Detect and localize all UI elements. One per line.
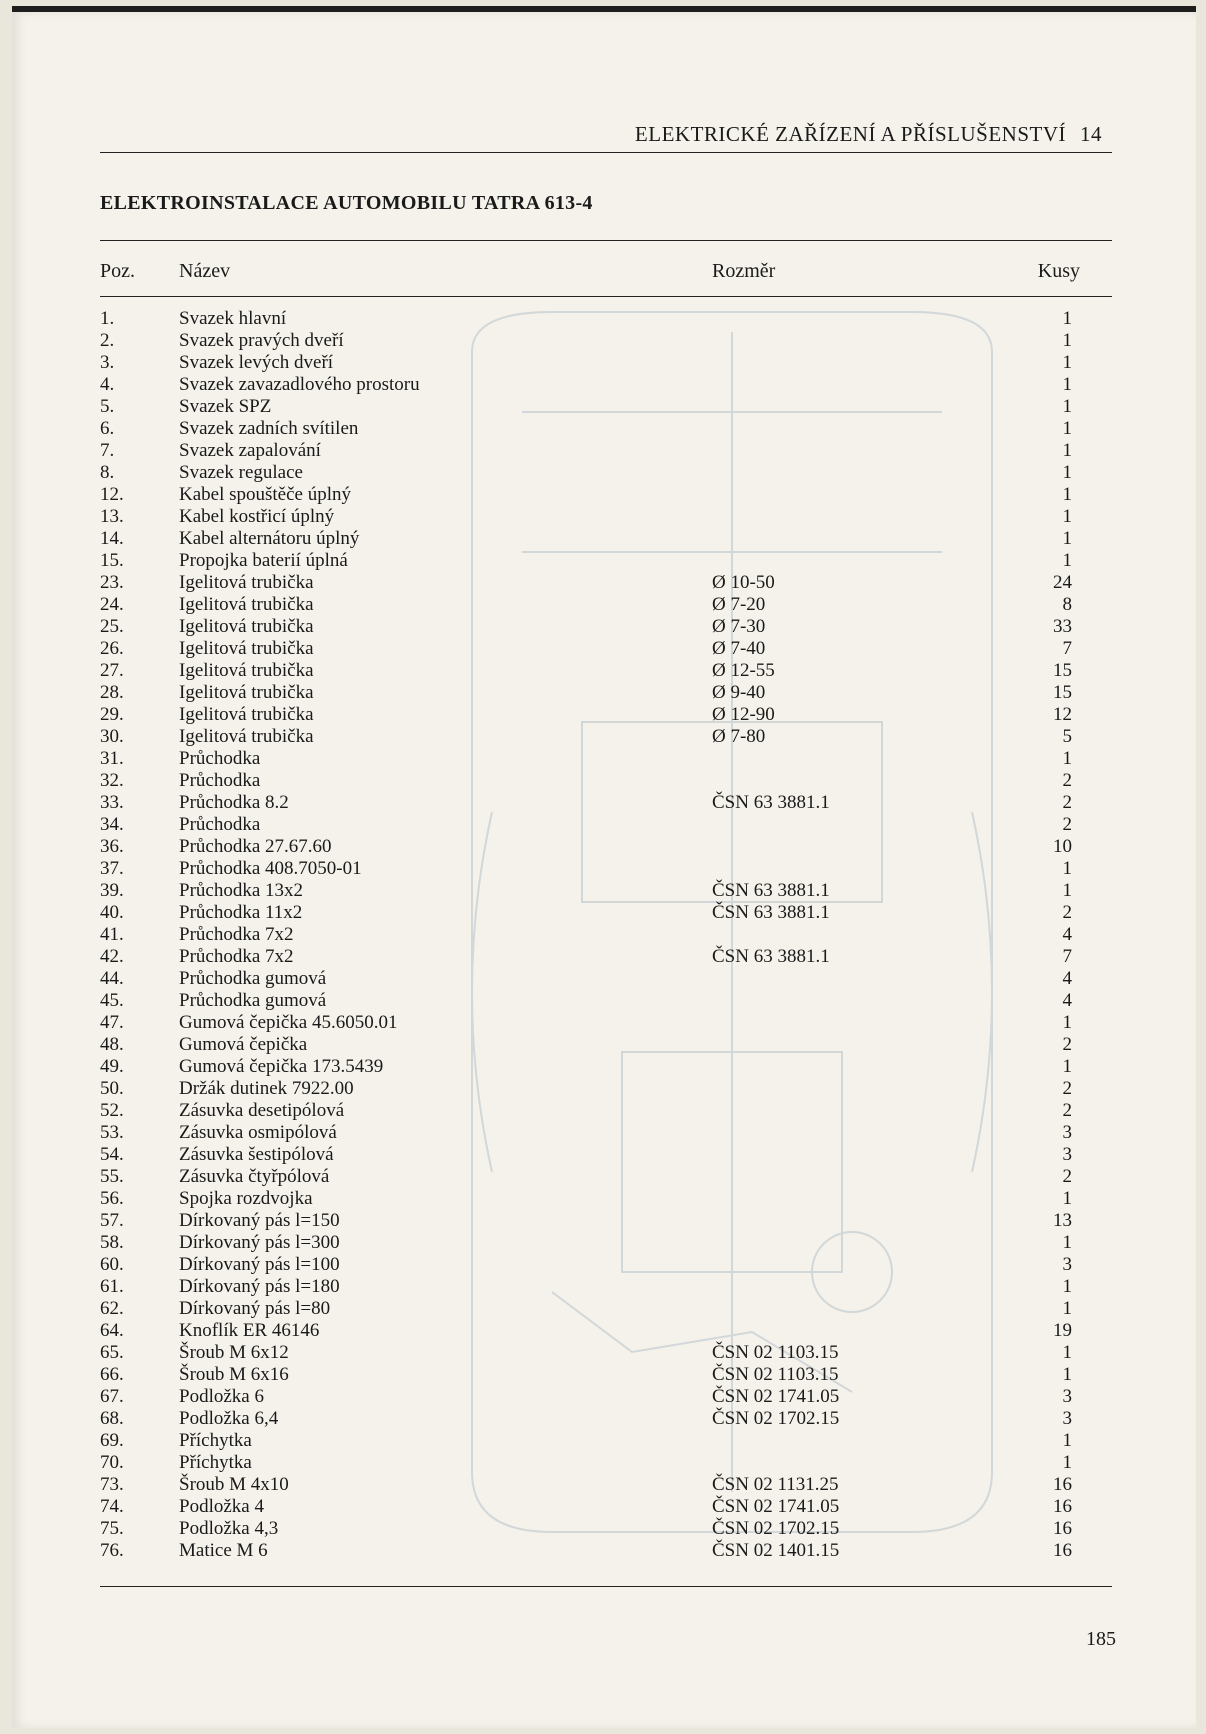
quantity-cell: 1 [1062,374,1072,395]
column-header-kusy: Kusy [1037,260,1080,282]
dimension-cell: ČSN 63 3881.1 [712,792,830,813]
part-name-cell: Svazek zadních svítilen [179,418,359,439]
part-name-cell: Držák dutinek 7922.00 [179,1078,354,1099]
page-number: 185 [1086,1628,1116,1650]
part-name-cell: Igelitová trubička [179,616,314,637]
part-name-cell: Dírkovaný pás l=300 [179,1232,340,1253]
table-row [12,1430,1196,1452]
header-rule [100,152,1112,153]
quantity-cell: 1 [1062,352,1072,373]
quantity-cell: 1 [1062,880,1072,901]
part-name-cell: Podložka 6 [179,1386,264,1407]
part-name-cell: Gumová čepička [179,1034,308,1055]
position-cell: 70. [100,1452,124,1473]
position-cell: 6. [100,418,115,439]
position-cell: 74. [100,1496,124,1517]
table-row [12,396,1196,418]
table-row [12,902,1196,924]
quantity-cell: 12 [1053,704,1072,725]
quantity-cell: 1 [1062,748,1072,769]
column-header-nazev: Název [179,260,231,282]
position-cell: 40. [100,902,124,923]
position-cell: 55. [100,1166,124,1187]
part-name-cell: Zásuvka čtyřpólová [179,1166,330,1187]
quantity-cell: 3 [1062,1122,1072,1143]
part-name-cell: Zásuvka desetipólová [179,1100,345,1121]
quantity-cell: 2 [1062,1034,1072,1055]
dimension-cell: Ø 7-30 [712,616,766,637]
quantity-cell: 1 [1062,418,1072,439]
position-cell: 54. [100,1144,124,1165]
table-row [12,572,1196,594]
dimension-cell: Ø 10-50 [712,572,775,593]
part-name-cell: Zásuvka osmipólová [179,1122,337,1143]
table-bottom-rule [100,1586,1112,1587]
table-row [12,374,1196,396]
position-cell: 26. [100,638,124,659]
quantity-cell: 15 [1053,660,1072,681]
table-row [12,858,1196,880]
part-name-cell: Příchytka [179,1452,252,1473]
chapter-number: 14 [1080,122,1102,146]
position-cell: 67. [100,1386,124,1407]
position-cell: 25. [100,616,124,637]
table-row [12,748,1196,770]
dimension-cell: ČSN 02 1741.05 [712,1386,840,1407]
quantity-cell: 1 [1062,550,1072,571]
quantity-cell: 1 [1062,1298,1072,1319]
position-cell: 4. [100,374,115,395]
position-cell: 76. [100,1540,124,1561]
position-cell: 24. [100,594,124,615]
position-cell: 50. [100,1078,124,1099]
quantity-cell: 1 [1062,1364,1072,1385]
quantity-cell: 1 [1062,528,1072,549]
part-name-cell: Podložka 6,4 [179,1408,279,1429]
position-cell: 57. [100,1210,124,1231]
quantity-cell: 5 [1062,726,1072,747]
dimension-cell: ČSN 02 1401.15 [712,1540,840,1561]
part-name-cell: Dírkovaný pás l=150 [179,1210,340,1231]
table-row [12,1518,1196,1540]
position-cell: 14. [100,528,124,549]
part-name-cell: Průchodka 13x2 [179,880,304,901]
part-name-cell: Svazek regulace [179,462,303,483]
part-name-cell: Zásuvka šestipólová [179,1144,334,1165]
table-row [12,418,1196,440]
table-row [12,1386,1196,1408]
table-row [12,550,1196,572]
quantity-cell: 1 [1062,1452,1072,1473]
position-cell: 42. [100,946,124,967]
quantity-cell: 2 [1062,1100,1072,1121]
table-row [12,1474,1196,1496]
position-cell: 65. [100,1342,124,1363]
table-row [12,1122,1196,1144]
part-name-cell: Igelitová trubička [179,638,314,659]
position-cell: 30. [100,726,124,747]
dimension-cell: Ø 12-55 [712,660,775,681]
position-cell: 47. [100,1012,124,1033]
part-name-cell: Dírkovaný pás l=100 [179,1254,340,1275]
position-cell: 12. [100,484,124,505]
part-name-cell: Kabel spouštěče úplný [179,484,352,505]
table-row [12,1012,1196,1034]
table-header-rule [100,296,1112,297]
part-name-cell: Šroub M 6x16 [179,1364,289,1385]
part-name-cell: Dírkovaný pás l=80 [179,1298,331,1319]
quantity-cell: 2 [1062,792,1072,813]
quantity-cell: 3 [1062,1254,1072,1275]
table-top-rule [100,240,1112,241]
position-cell: 7. [100,440,115,461]
quantity-cell: 33 [1053,616,1072,637]
position-cell: 41. [100,924,124,945]
position-cell: 28. [100,682,124,703]
dimension-cell: ČSN 63 3881.1 [712,902,830,923]
part-name-cell: Igelitová trubička [179,704,314,725]
position-cell: 53. [100,1122,124,1143]
table-row [12,682,1196,704]
table-row [12,660,1196,682]
part-name-cell: Průchodka 7x2 [179,946,294,967]
table-row [12,1100,1196,1122]
dimension-cell: Ø 7-20 [712,594,766,615]
part-name-cell: Průchodka 27.67.60 [179,836,332,857]
quantity-cell: 3 [1062,1386,1072,1407]
quantity-cell: 1 [1062,858,1072,879]
part-name-cell: Průchodka 11x2 [179,902,303,923]
part-name-cell: Průchodka [179,748,261,769]
table-row [12,616,1196,638]
table-row [12,792,1196,814]
part-name-cell: Matice M 6 [179,1540,268,1561]
position-cell: 75. [100,1518,124,1539]
table-row [12,330,1196,352]
table-row [12,506,1196,528]
quantity-cell: 1 [1062,1232,1072,1253]
position-cell: 34. [100,814,124,835]
quantity-cell: 16 [1053,1518,1072,1539]
running-header [102,122,1102,147]
part-name-cell: Šroub M 6x12 [179,1342,289,1363]
table-row [12,1276,1196,1298]
position-cell: 52. [100,1100,124,1121]
position-cell: 39. [100,880,124,901]
quantity-cell: 1 [1062,396,1072,417]
quantity-cell: 1 [1062,330,1072,351]
position-cell: 1. [100,308,115,329]
quantity-cell: 16 [1053,1540,1072,1561]
dimension-cell: ČSN 02 1103.15 [712,1364,839,1385]
quantity-cell: 1 [1062,462,1072,483]
table-row [12,1144,1196,1166]
table-row [12,1364,1196,1386]
column-header-poz: Poz. [100,260,135,282]
part-name-cell: Svazek levých dveří [179,352,334,373]
table-row [12,1496,1196,1518]
quantity-cell: 7 [1062,946,1072,967]
part-name-cell: Průchodka gumová [179,968,327,989]
position-cell: 73. [100,1474,124,1495]
table-row [12,704,1196,726]
table-row [12,1540,1196,1562]
quantity-cell: 4 [1062,968,1072,989]
part-name-cell: Spojka rozdvojka [179,1188,313,1209]
quantity-cell: 15 [1053,682,1072,703]
dimension-cell: ČSN 02 1103.15 [712,1342,839,1363]
position-cell: 29. [100,704,124,725]
document-title: ELEKTROINSTALACE AUTOMOBILU TATRA 613-4 [100,192,593,214]
quantity-cell: 4 [1062,924,1072,945]
position-cell: 58. [100,1232,124,1253]
table-row [12,1232,1196,1254]
quantity-cell: 2 [1062,770,1072,791]
dimension-cell: Ø 7-80 [712,726,766,747]
parts-table-body [12,308,1196,1562]
part-name-cell: Svazek zavazadlového prostoru [179,374,420,395]
table-row [12,352,1196,374]
position-cell: 23. [100,572,124,593]
table-row [12,1188,1196,1210]
part-name-cell: Průchodka 408.7050-01 [179,858,362,879]
part-name-cell: Igelitová trubička [179,572,314,593]
quantity-cell: 1 [1062,1012,1072,1033]
part-name-cell: Kabel alternátoru úplný [179,528,360,549]
quantity-cell: 13 [1053,1210,1072,1231]
table-row [12,836,1196,858]
quantity-cell: 3 [1062,1408,1072,1429]
position-cell: 49. [100,1056,124,1077]
column-header-rozmer: Rozměr [712,260,776,282]
position-cell: 31. [100,748,124,769]
quantity-cell: 24 [1053,572,1072,593]
position-cell: 61. [100,1276,124,1297]
table-row [12,814,1196,836]
quantity-cell: 1 [1062,1430,1072,1451]
position-cell: 68. [100,1408,124,1429]
part-name-cell: Igelitová trubička [179,594,314,615]
quantity-cell: 19 [1053,1320,1072,1341]
position-cell: 45. [100,990,124,1011]
dimension-cell: ČSN 63 3881.1 [712,946,830,967]
quantity-cell: 3 [1062,1144,1072,1165]
quantity-cell: 1 [1062,440,1072,461]
part-name-cell: Igelitová trubička [179,682,314,703]
part-name-cell: Průchodka [179,770,261,791]
part-name-cell: Gumová čepička 173.5439 [179,1056,384,1077]
table-row [12,638,1196,660]
chapter-title: ELEKTRICKÉ ZAŘÍZENÍ A PŘÍSLUŠENSTVÍ [634,122,1066,146]
table-row [12,1078,1196,1100]
dimension-cell: ČSN 02 1702.15 [712,1518,840,1539]
document-page [12,6,1196,1728]
table-row [12,1320,1196,1342]
part-name-cell: Průchodka gumová [179,990,327,1011]
table-row [12,484,1196,506]
table-row [12,528,1196,550]
quantity-cell: 4 [1062,990,1072,1011]
table-row [12,1210,1196,1232]
position-cell: 66. [100,1364,124,1385]
quantity-cell: 8 [1062,594,1072,615]
table-row [12,1342,1196,1364]
dimension-cell: ČSN 02 1131.25 [712,1474,839,1495]
position-cell: 69. [100,1430,124,1451]
table-row [12,880,1196,902]
table-row [12,770,1196,792]
position-cell: 56. [100,1188,124,1209]
part-name-cell: Průchodka 7x2 [179,924,294,945]
part-name-cell: Průchodka 8.2 [179,792,289,813]
part-name-cell: Šroub M 4x10 [179,1474,289,1495]
quantity-cell: 16 [1053,1496,1072,1517]
table-row [12,968,1196,990]
quantity-cell: 2 [1062,1166,1072,1187]
part-name-cell: Dírkovaný pás l=180 [179,1276,340,1297]
table-row [12,924,1196,946]
table-row [12,726,1196,748]
quantity-cell: 1 [1062,484,1072,505]
position-cell: 27. [100,660,124,681]
table-row [12,440,1196,462]
quantity-cell: 1 [1062,1342,1072,1363]
dimension-cell: ČSN 02 1741.05 [712,1496,840,1517]
position-cell: 2. [100,330,115,351]
part-name-cell: Podložka 4 [179,1496,264,1517]
table-row [12,1034,1196,1056]
quantity-cell: 2 [1062,902,1072,923]
part-name-cell: Podložka 4,3 [179,1518,279,1539]
quantity-cell: 1 [1062,1056,1072,1077]
position-cell: 15. [100,550,124,571]
part-name-cell: Igelitová trubička [179,660,314,681]
table-row [12,1254,1196,1276]
part-name-cell: Gumová čepička 45.6050.01 [179,1012,398,1033]
position-cell: 13. [100,506,124,527]
part-name-cell: Propojka baterií úplná [179,550,348,571]
position-cell: 3. [100,352,115,373]
dimension-cell: Ø 7-40 [712,638,766,659]
quantity-cell: 1 [1062,1188,1072,1209]
quantity-cell: 10 [1053,836,1072,857]
position-cell: 36. [100,836,124,857]
part-name-cell: Igelitová trubička [179,726,314,747]
table-row [12,946,1196,968]
part-name-cell: Příchytka [179,1430,252,1451]
dimension-cell: Ø 12-90 [712,704,775,725]
position-cell: 32. [100,770,124,791]
table-row [12,1452,1196,1474]
quantity-cell: 16 [1053,1474,1072,1495]
table-row [12,1298,1196,1320]
position-cell: 44. [100,968,124,989]
part-name-cell: Kabel kostřicí úplný [179,506,335,527]
quantity-cell: 7 [1062,638,1072,659]
quantity-cell: 2 [1062,1078,1072,1099]
part-name-cell: Knoflík ER 46146 [179,1320,320,1341]
position-cell: 64. [100,1320,124,1341]
dimension-cell: Ø 9-40 [712,682,766,703]
quantity-cell: 1 [1062,506,1072,527]
table-row [12,990,1196,1012]
table-row [12,462,1196,484]
position-cell: 33. [100,792,124,813]
position-cell: 48. [100,1034,124,1055]
position-cell: 5. [100,396,115,417]
table-row [12,308,1196,330]
position-cell: 60. [100,1254,124,1275]
part-name-cell: Svazek SPZ [179,396,272,417]
dimension-cell: ČSN 63 3881.1 [712,880,830,901]
dimension-cell: ČSN 02 1702.15 [712,1408,840,1429]
part-name-cell: Průchodka [179,814,261,835]
table-row [12,1056,1196,1078]
position-cell: 8. [100,462,115,483]
table-row [12,594,1196,616]
quantity-cell: 1 [1062,1276,1072,1297]
part-name-cell: Svazek hlavní [179,308,287,329]
position-cell: 62. [100,1298,124,1319]
table-row [12,1166,1196,1188]
position-cell: 37. [100,858,124,879]
table-row [12,1408,1196,1430]
part-name-cell: Svazek zapalování [179,440,321,461]
quantity-cell: 1 [1062,308,1072,329]
quantity-cell: 2 [1062,814,1072,835]
part-name-cell: Svazek pravých dveří [179,330,344,351]
